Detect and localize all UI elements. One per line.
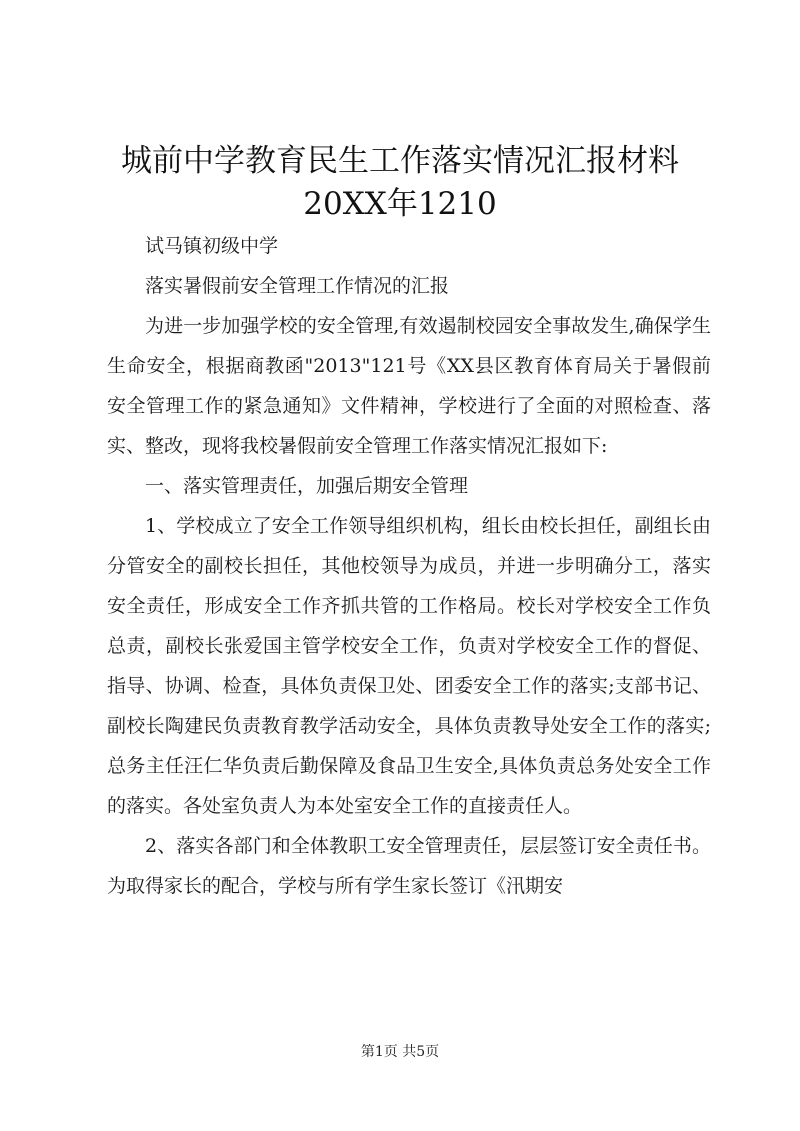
intro-paragraph: 为进一步加强学校的安全管理,有效遏制校园安全事故发生,确保学生生命安全，根据商教函"2013"121号《XX县区教育体育局关于暑假前安全管理工作的紧急通知》文件精神，学校进行了全面的对照检查、落实、整改，现将我校暑假前安全管理工作落实情况汇报如下: — [107, 315, 711, 457]
document-body — [107, 226, 711, 906]
report-subtitle: 落实暑假前安全管理工作情况的汇报 — [145, 275, 450, 297]
document-title: 城前中学教育民生工作落实情况汇报材料 — [121, 143, 679, 179]
document-title-date: 20XX年1210 — [303, 186, 497, 222]
page-footer: 第1页 共5页 — [360, 1044, 440, 1060]
paragraph-item-1: 1、学校成立了安全工作领导组织机构，组长由校长担任，副组长由分管安全的副校长担任，其他校领导为成员，并进一步明确分工，落实安全责任，形成安全工作齐抓共管的工作格局。校长对学校安全工作负总责，副校长张爱国主管学校安全工作，负责对学校安全工作的督促、指导、协调、检查，具体负责保卫处、团委安全工作的落实;支部书记、副校长陶建民负责教育教学活动安全，具体负责教导处安全工作的落实;总务主任汪仁华负责后勤保障及食品卫生安全,具体负责总务处安全工作的落实。各处室负责人为本处室安全工作的直接责任人。 — [107, 515, 711, 817]
section-heading-1: 一、落实管理责任，加强后期安全管理 — [145, 475, 469, 497]
school-name: 试马镇初级中学 — [145, 235, 279, 257]
paragraph-item-2: 2、落实各部门和全体教职工安全管理责任，层层签订安全责任书。为取得家长的配合，学校与所有学生家长签订《汛期安 — [107, 835, 711, 897]
